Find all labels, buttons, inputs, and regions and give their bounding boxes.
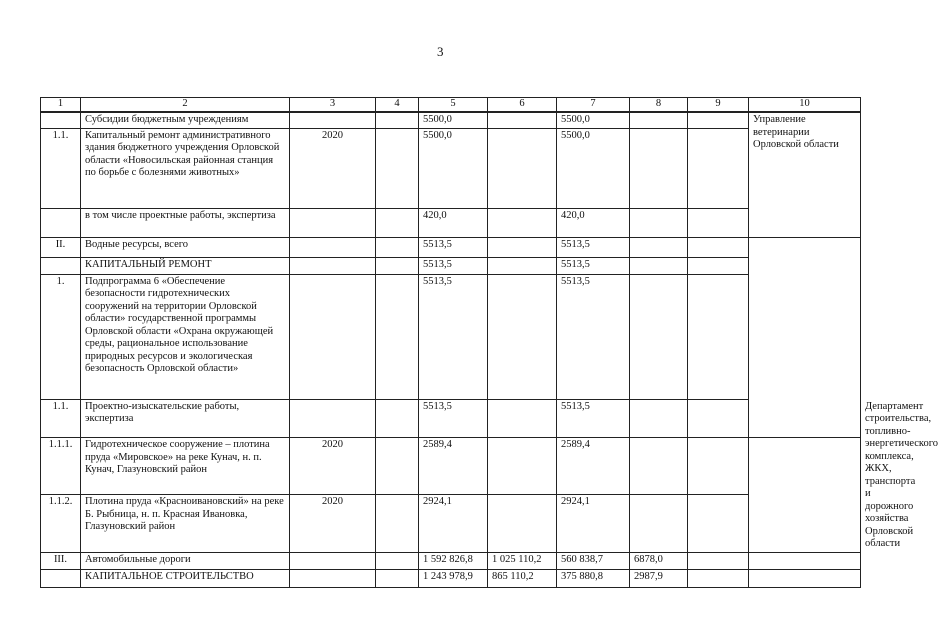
value-cell: [488, 208, 557, 237]
value-cell: 5513,5: [557, 257, 630, 274]
value-cell: [376, 438, 419, 495]
value-cell: 2924,1: [557, 495, 630, 552]
value-cell: [749, 552, 861, 569]
page-number: 3: [437, 44, 444, 59]
header-cell: 5: [419, 98, 488, 113]
row-number: [41, 112, 81, 128]
row-number: 1.1.2.: [41, 495, 81, 552]
value-cell: 1 025 110,2: [488, 552, 557, 569]
row-number: 1.1.1.: [41, 438, 81, 495]
value-cell: [630, 495, 688, 552]
table-row: 1.1. Проектно-изыскательские работы, экспертиза 5513,5 5513,5 Департамент строительства, топливно-энергетического комплекса, ЖКХ, транспорта и дорожного хозяйства Орловской области: [41, 399, 861, 438]
value-cell: [630, 208, 688, 237]
value-cell: [376, 495, 419, 552]
value-cell: [630, 112, 688, 128]
table-row: [41, 552, 861, 569]
value-cell: 1 592 826,8: [419, 552, 488, 569]
value-cell: [488, 438, 557, 495]
value-cell: [688, 569, 749, 587]
value-cell: [688, 237, 749, 257]
value-cell: [749, 569, 861, 587]
table-row: [41, 438, 861, 495]
row-name: Гидротехническое сооружение – плотина пруда «Мировское» на реке Кунач, н. п. Кунач, Глазуновский район: [81, 438, 290, 495]
value-cell: [688, 399, 749, 438]
value-cell: 5513,5: [557, 274, 630, 399]
value-cell: 2924,1: [419, 495, 488, 552]
row-number: [41, 257, 81, 274]
value-cell: [688, 274, 749, 399]
row-name: КАПИТАЛЬНЫЙ РЕМОНТ: [81, 257, 290, 274]
row-name: Автомобильные дороги: [81, 552, 290, 569]
row-name: Плотина пруда «Красноивановский» на реке Б. Рыбница, н. п. Красная Ивановка, Глазуновский район: [81, 495, 290, 552]
empty-dept-cell: [749, 237, 861, 438]
year-cell: [290, 274, 376, 399]
value-cell: [630, 399, 688, 438]
value-cell: [488, 128, 557, 208]
header-cell: 4: [376, 98, 419, 113]
table-row: [41, 257, 861, 274]
value-cell: 5513,5: [419, 399, 488, 438]
header-cell: 2: [81, 98, 290, 113]
year-cell: [290, 399, 376, 438]
value-cell: [488, 112, 557, 128]
value-cell: 420,0: [419, 208, 488, 237]
row-name: КАПИТАЛЬНОЕ СТРОИТЕЛЬСТВО: [81, 569, 290, 587]
value-cell: [488, 257, 557, 274]
header-cell: 8: [630, 98, 688, 113]
value-cell: [688, 128, 749, 208]
value-cell: 5500,0: [557, 128, 630, 208]
row-name: Подпрограмма 6 «Обеспечение безопасности гидротехнических сооружений на территории Орловской области» государственной программы Орловской области «Охрана окружающей среды, рациональное использование природных ресурсов и экологическая безопасность Орловской области»: [81, 274, 290, 399]
value-cell: 2589,4: [557, 438, 630, 495]
value-cell: [688, 495, 749, 552]
value-cell: [488, 399, 557, 438]
year-cell: [290, 552, 376, 569]
year-cell: [290, 112, 376, 128]
value-cell: [630, 274, 688, 399]
row-name: Проектно-изыскательские работы, экспертиза: [81, 399, 290, 438]
row-number: 1.: [41, 274, 81, 399]
row-number: III.: [41, 552, 81, 569]
value-cell: 5500,0: [557, 112, 630, 128]
value-cell: [488, 274, 557, 399]
year-cell: 2020: [290, 495, 376, 552]
year-cell: [290, 237, 376, 257]
row-name: в том числе проектные работы, экспертиза: [81, 208, 290, 237]
row-number: II.: [41, 237, 81, 257]
value-cell: [688, 257, 749, 274]
value-cell: 5513,5: [557, 237, 630, 257]
value-cell: [376, 237, 419, 257]
value-cell: [630, 257, 688, 274]
value-cell: 5513,5: [419, 274, 488, 399]
value-cell: 5500,0: [419, 128, 488, 208]
row-name: Субсидии бюджетным учреждениям: [81, 112, 290, 128]
responsible-dept-vet: Управление ветеринарии Орловской области: [749, 112, 861, 237]
value-cell: 560 838,7: [557, 552, 630, 569]
header-cell: 10: [749, 98, 861, 113]
table-row: [41, 128, 861, 208]
table-row: [41, 112, 861, 128]
value-cell: [376, 552, 419, 569]
year-cell: [290, 257, 376, 274]
value-cell: [376, 128, 419, 208]
value-cell: 420,0: [557, 208, 630, 237]
value-cell: 5513,5: [419, 237, 488, 257]
table-row: [41, 274, 861, 399]
header-cell: 9: [688, 98, 749, 113]
row-number: [41, 208, 81, 237]
row-number: 1.1.: [41, 399, 81, 438]
value-cell: [376, 208, 419, 237]
header-cell: 3: [290, 98, 376, 113]
year-cell: [290, 208, 376, 237]
value-cell: 1 243 978,9: [419, 569, 488, 587]
value-cell: [376, 257, 419, 274]
value-cell: 5500,0: [419, 112, 488, 128]
value-cell: [688, 552, 749, 569]
table-header-row: [41, 98, 861, 113]
value-cell: 2987,9: [630, 569, 688, 587]
value-cell: [376, 274, 419, 399]
header-cell: 7: [557, 98, 630, 113]
value-cell: [630, 128, 688, 208]
value-cell: 5513,5: [419, 257, 488, 274]
value-cell: [630, 438, 688, 495]
table-row: [41, 569, 861, 587]
row-number: [41, 569, 81, 587]
value-cell: [688, 438, 749, 495]
value-cell: [630, 237, 688, 257]
year-cell: 2020: [290, 128, 376, 208]
value-cell: 375 880,8: [557, 569, 630, 587]
row-number: 1.1.: [41, 128, 81, 208]
value-cell: [376, 112, 419, 128]
row-name: Капитальный ремонт административного здания бюджетного учреждения Орловской области «Новосильская районная станция по борьбе с болезнями животных»: [81, 128, 290, 208]
value-cell: [488, 495, 557, 552]
table-row: [41, 495, 861, 552]
header-cell: 1: [41, 98, 81, 113]
table-row: [41, 208, 861, 237]
table-row: [41, 237, 861, 257]
value-cell: [376, 569, 419, 587]
value-cell: [376, 399, 419, 438]
value-cell: [688, 112, 749, 128]
year-cell: [290, 569, 376, 587]
value-cell: [488, 237, 557, 257]
value-cell: 5513,5: [557, 399, 630, 438]
value-cell: 865 110,2: [488, 569, 557, 587]
value-cell: 2589,4: [419, 438, 488, 495]
value-cell: 6878,0: [630, 552, 688, 569]
value-cell: [688, 208, 749, 237]
header-cell: 6: [488, 98, 557, 113]
year-cell: 2020: [290, 438, 376, 495]
row-name: Водные ресурсы, всего: [81, 237, 290, 257]
budget-table: [40, 97, 938, 588]
